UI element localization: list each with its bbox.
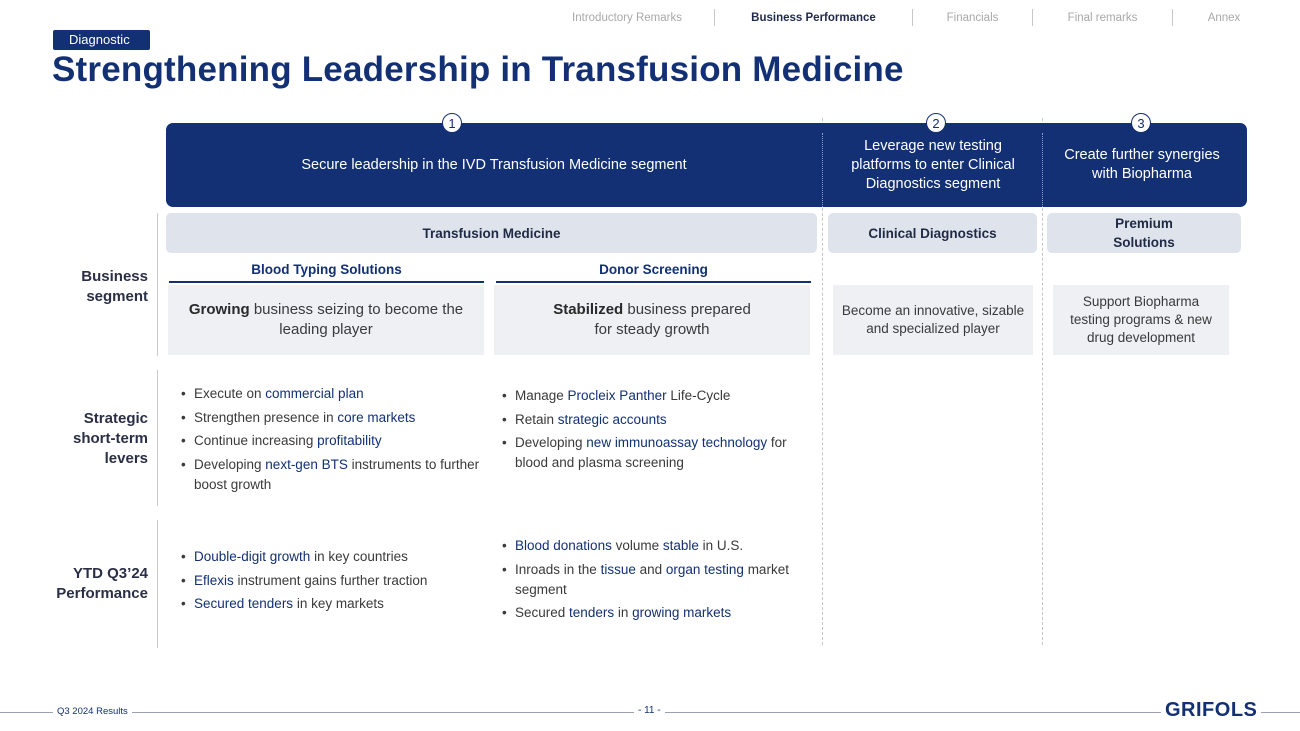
bullet-item [495,433,800,473]
highlight-text: Eflexis [194,572,234,588]
segment-premium-solutions: Premium Solutions [1047,213,1241,253]
footer-report-name: Q3 2024 Results [53,706,132,717]
bullet-text: in key markets [293,596,384,611]
bullet-text: in U.S. [698,538,744,553]
emphasis-text: Growing [188,301,250,318]
subhead-donor-screening: Donor Screening [496,262,811,283]
bullet-text: Secured [515,605,570,620]
row-divider [157,213,158,356]
highlight-text: tissue [600,561,636,577]
bullet-text: Developing [194,456,266,472]
bullet-text: instruments to further boost growth [194,456,480,492]
bullet-text: market segment [515,561,789,597]
highlight-text: Blood donations [515,538,612,553]
bullet-item [174,431,490,451]
highlight-text: core markets [337,409,416,425]
donor-screening-levers-list [495,386,800,477]
row-divider [157,520,158,648]
description-text: business seizing to become the leading player [253,301,464,338]
highlight-text: Double-digit growth [194,549,311,564]
row-label-business-segment: Business segment [81,268,148,305]
donor-screening-ytd-list [495,536,800,627]
highlight-text: Procleix Panther [567,388,667,403]
bullet-item [495,560,800,600]
bullet-text: in key countries [310,549,408,564]
strategic-pillars-band [166,123,1247,207]
pillar-2-number: 2 [926,113,946,133]
bullet-text: Manage [515,388,568,403]
bullet-text: Continue increasing [194,433,318,448]
nav-annex[interactable]: Annex [1207,11,1241,24]
highlight-text: next-gen BTS [265,456,348,472]
blood-typing-ytd-list [174,547,490,618]
bullet-text: Inroads in the [515,561,601,577]
bullet-text: instrument gains further traction [233,572,428,588]
bullet-text: Strengthen presence in [194,409,338,425]
bullet-text: Developing [515,435,587,450]
highlight-text: profitability [317,433,382,448]
bullet-item [495,536,800,556]
bullet-text: Life-Cycle [666,388,731,403]
segment-clinical-diagnostics: Clinical Diagnostics [828,213,1037,253]
bullet-item [174,547,490,567]
pillar-3-number: 3 [1131,113,1151,133]
top-navigation [540,9,1275,27]
pillar-1-number: 1 [442,113,462,133]
highlight-text: strategic accounts [557,411,667,427]
highlight-text: new immunoassay technology [586,435,768,450]
grifols-logo: GRIFOLS [1161,699,1261,722]
description-text: business prepared for steady growth [594,301,751,338]
bullet-text: volume [611,538,663,553]
bullet-item [495,410,800,430]
nav-final-remarks[interactable]: Final remarks [1033,9,1173,26]
section-badge: Diagnostic [53,30,150,50]
nav-financials[interactable]: Financials [913,9,1033,26]
highlight-text: commercial plan [265,386,364,401]
donor-screening-segment-box [494,285,810,355]
premium-solutions-box: Support Biopharma testing programs & new drug development [1053,285,1229,355]
blood-typing-levers-list [174,384,490,498]
bullet-item [174,408,490,428]
blood-typing-segment-box [168,285,484,355]
bullet-item [495,603,800,623]
highlight-text: organ testing [665,561,744,577]
bullet-item [174,594,490,614]
bullet-item [174,455,490,495]
bullet-text: and [635,561,666,577]
bullet-text: for blood and plasma screening [515,435,787,470]
pillar-2-text: Leverage new testing platforms to enter Clinical Diagnostics segment [851,137,1015,192]
row-label-ytd-performance: YTD Q3’24 Performance [56,565,148,602]
highlight-text: Secured tenders [194,596,294,611]
bullet-text: Retain [515,411,558,427]
pillar-1-text: Secure leadership in the IVD Transfusion Medicine segment [301,156,687,173]
nav-business-performance[interactable]: Business Performance [715,9,913,26]
page-number: - 11 - [634,705,665,716]
highlight-text: growing markets [632,605,732,620]
clinical-diagnostics-box: Become an innovative, sizable and specialized player [833,285,1033,355]
page-title: Strengthening Leadership in Transfusion Medicine [52,50,904,89]
row-label-strategic-levers: Strategic short-term levers [72,410,148,467]
band-divider [1042,133,1043,207]
bullet-text: in [614,605,633,620]
bullet-item [174,571,490,591]
highlight-text: stable [662,538,699,553]
band-divider [822,133,823,207]
bullet-item [174,384,490,404]
highlight-text: tenders [569,605,615,620]
emphasis-text: Stabilized [553,301,624,318]
row-divider [157,370,158,506]
pillar-3-text: Create further synergies with Biopharma [1064,147,1220,182]
bullet-item [495,386,800,406]
segment-transfusion-medicine: Transfusion Medicine [166,213,817,253]
nav-introductory-remarks[interactable]: Introductory Remarks [540,9,715,26]
subhead-blood-typing: Blood Typing Solutions [169,262,484,283]
bullet-text: Execute on [194,386,266,401]
